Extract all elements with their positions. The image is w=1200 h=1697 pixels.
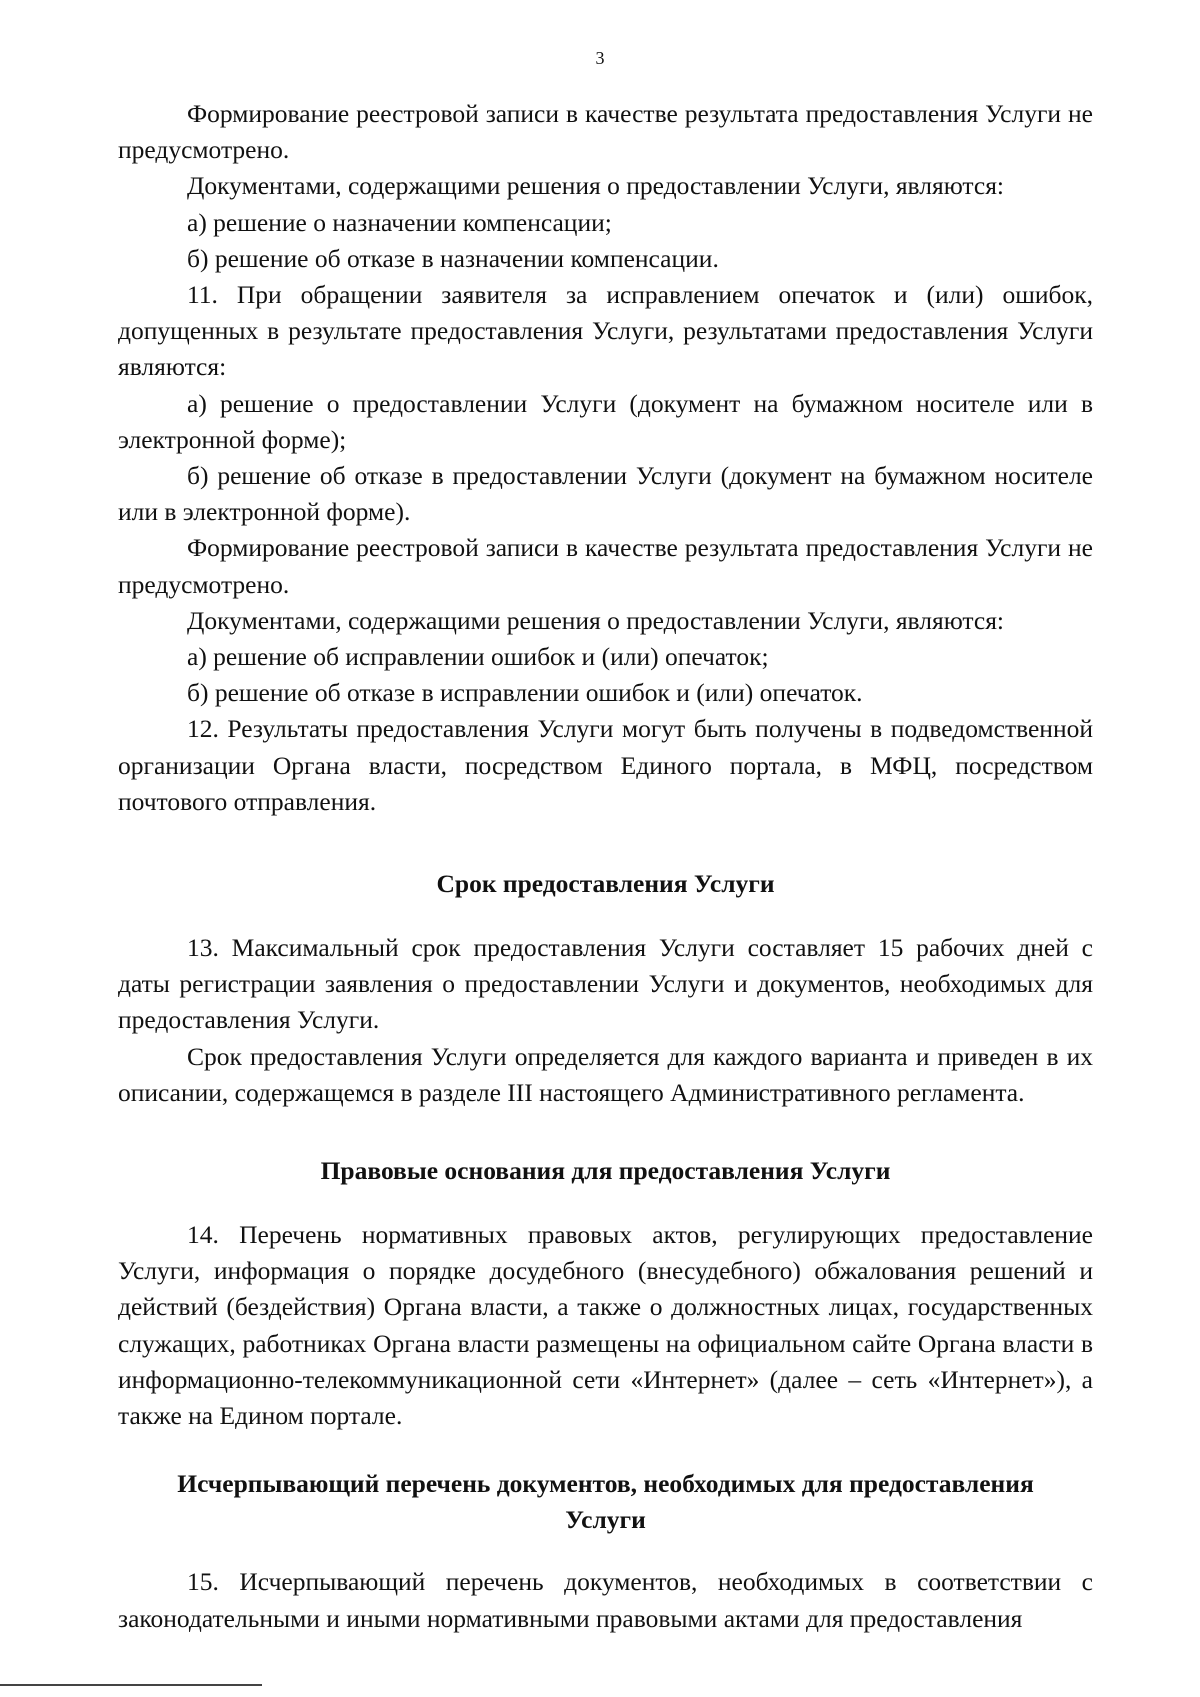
list-item: а) решение о предоставлении Услуги (документ на бумажном носителе или в электронной форме); [118, 388, 1093, 454]
section-heading: Правовые основания для предоставления Услуги [320, 1156, 891, 1186]
page-number: 3 [595, 48, 605, 68]
bottom-rule [0, 1684, 262, 1686]
section-heading: Срок предоставления Услуги [436, 869, 775, 899]
paragraph-14: 14. Перечень нормативных правовых актов, регулирующих предоставление Услуги, информация о порядке досудебного (внесудебного) обжалования решений и действий (бездействия) Органа власти, а также о должностных лицах, государственных служащих, работниках Органа власти размещены на официальном сайте Органа власти в информационно-телекоммуникационной сети «Интернет» (далее – сеть «Интернет»), а также на Едином портале. [118, 1220, 1093, 1431]
list-item: а) решение о назначении компенсации; [187, 207, 612, 237]
section-heading: Исчерпывающий перечень документов, необходимых для предоставления Услуги [177, 1469, 1034, 1535]
list-item: б) решение об отказе в исправлении ошибок и (или) опечаток. [187, 678, 863, 708]
list-item: а) решение об исправлении ошибок и (или) опечаток; [187, 642, 769, 672]
list-item: б) решение об отказе в назначении компенсации. [187, 243, 719, 273]
list-item: б) решение об отказе в предоставлении Услуги (документ на бумажном носителе или в электронной форме). [118, 461, 1093, 527]
paragraph-11: 11. При обращении заявителя за исправлением опечаток и (или) ошибок, допущенных в результате предоставления Услуги, результатами предоставления Услуги являются: [118, 280, 1093, 382]
paragraph-15: 15. Исчерпывающий перечень документов, необходимых в соответствии с законодательными и иными нормативными правовыми актами для предоставления [118, 1567, 1093, 1633]
paragraph: Формирование реестровой записи в качестве результата предоставления Услуги не предусмотрено. [118, 533, 1093, 599]
paragraph: Документами, содержащими решения о предоставлении Услуги, являются: [187, 171, 1005, 201]
document-body [118, 96, 1093, 1637]
paragraph: Документами, содержащими решения о предоставлении Услуги, являются: [187, 605, 1005, 635]
paragraph-13: 13. Максимальный срок предоставления Услуги составляет 15 рабочих дней с даты регистрации заявления о предоставлении Услуги и документов, необходимых для предоставления Услуги. [118, 933, 1093, 1035]
paragraph: Срок предоставления Услуги определяется для каждого варианта и приведен в их описании, содержащемся в разделе III настоящего Административного регламента. [118, 1041, 1093, 1107]
paragraph: Формирование реестровой записи в качестве результата предоставления Услуги не предусмотрено. [118, 99, 1093, 165]
paragraph-12: 12. Результаты предоставления Услуги могут быть получены в подведомственной организации Органа власти, посредством Единого портала, в МФЦ, посредством почтового отправления. [118, 714, 1093, 816]
